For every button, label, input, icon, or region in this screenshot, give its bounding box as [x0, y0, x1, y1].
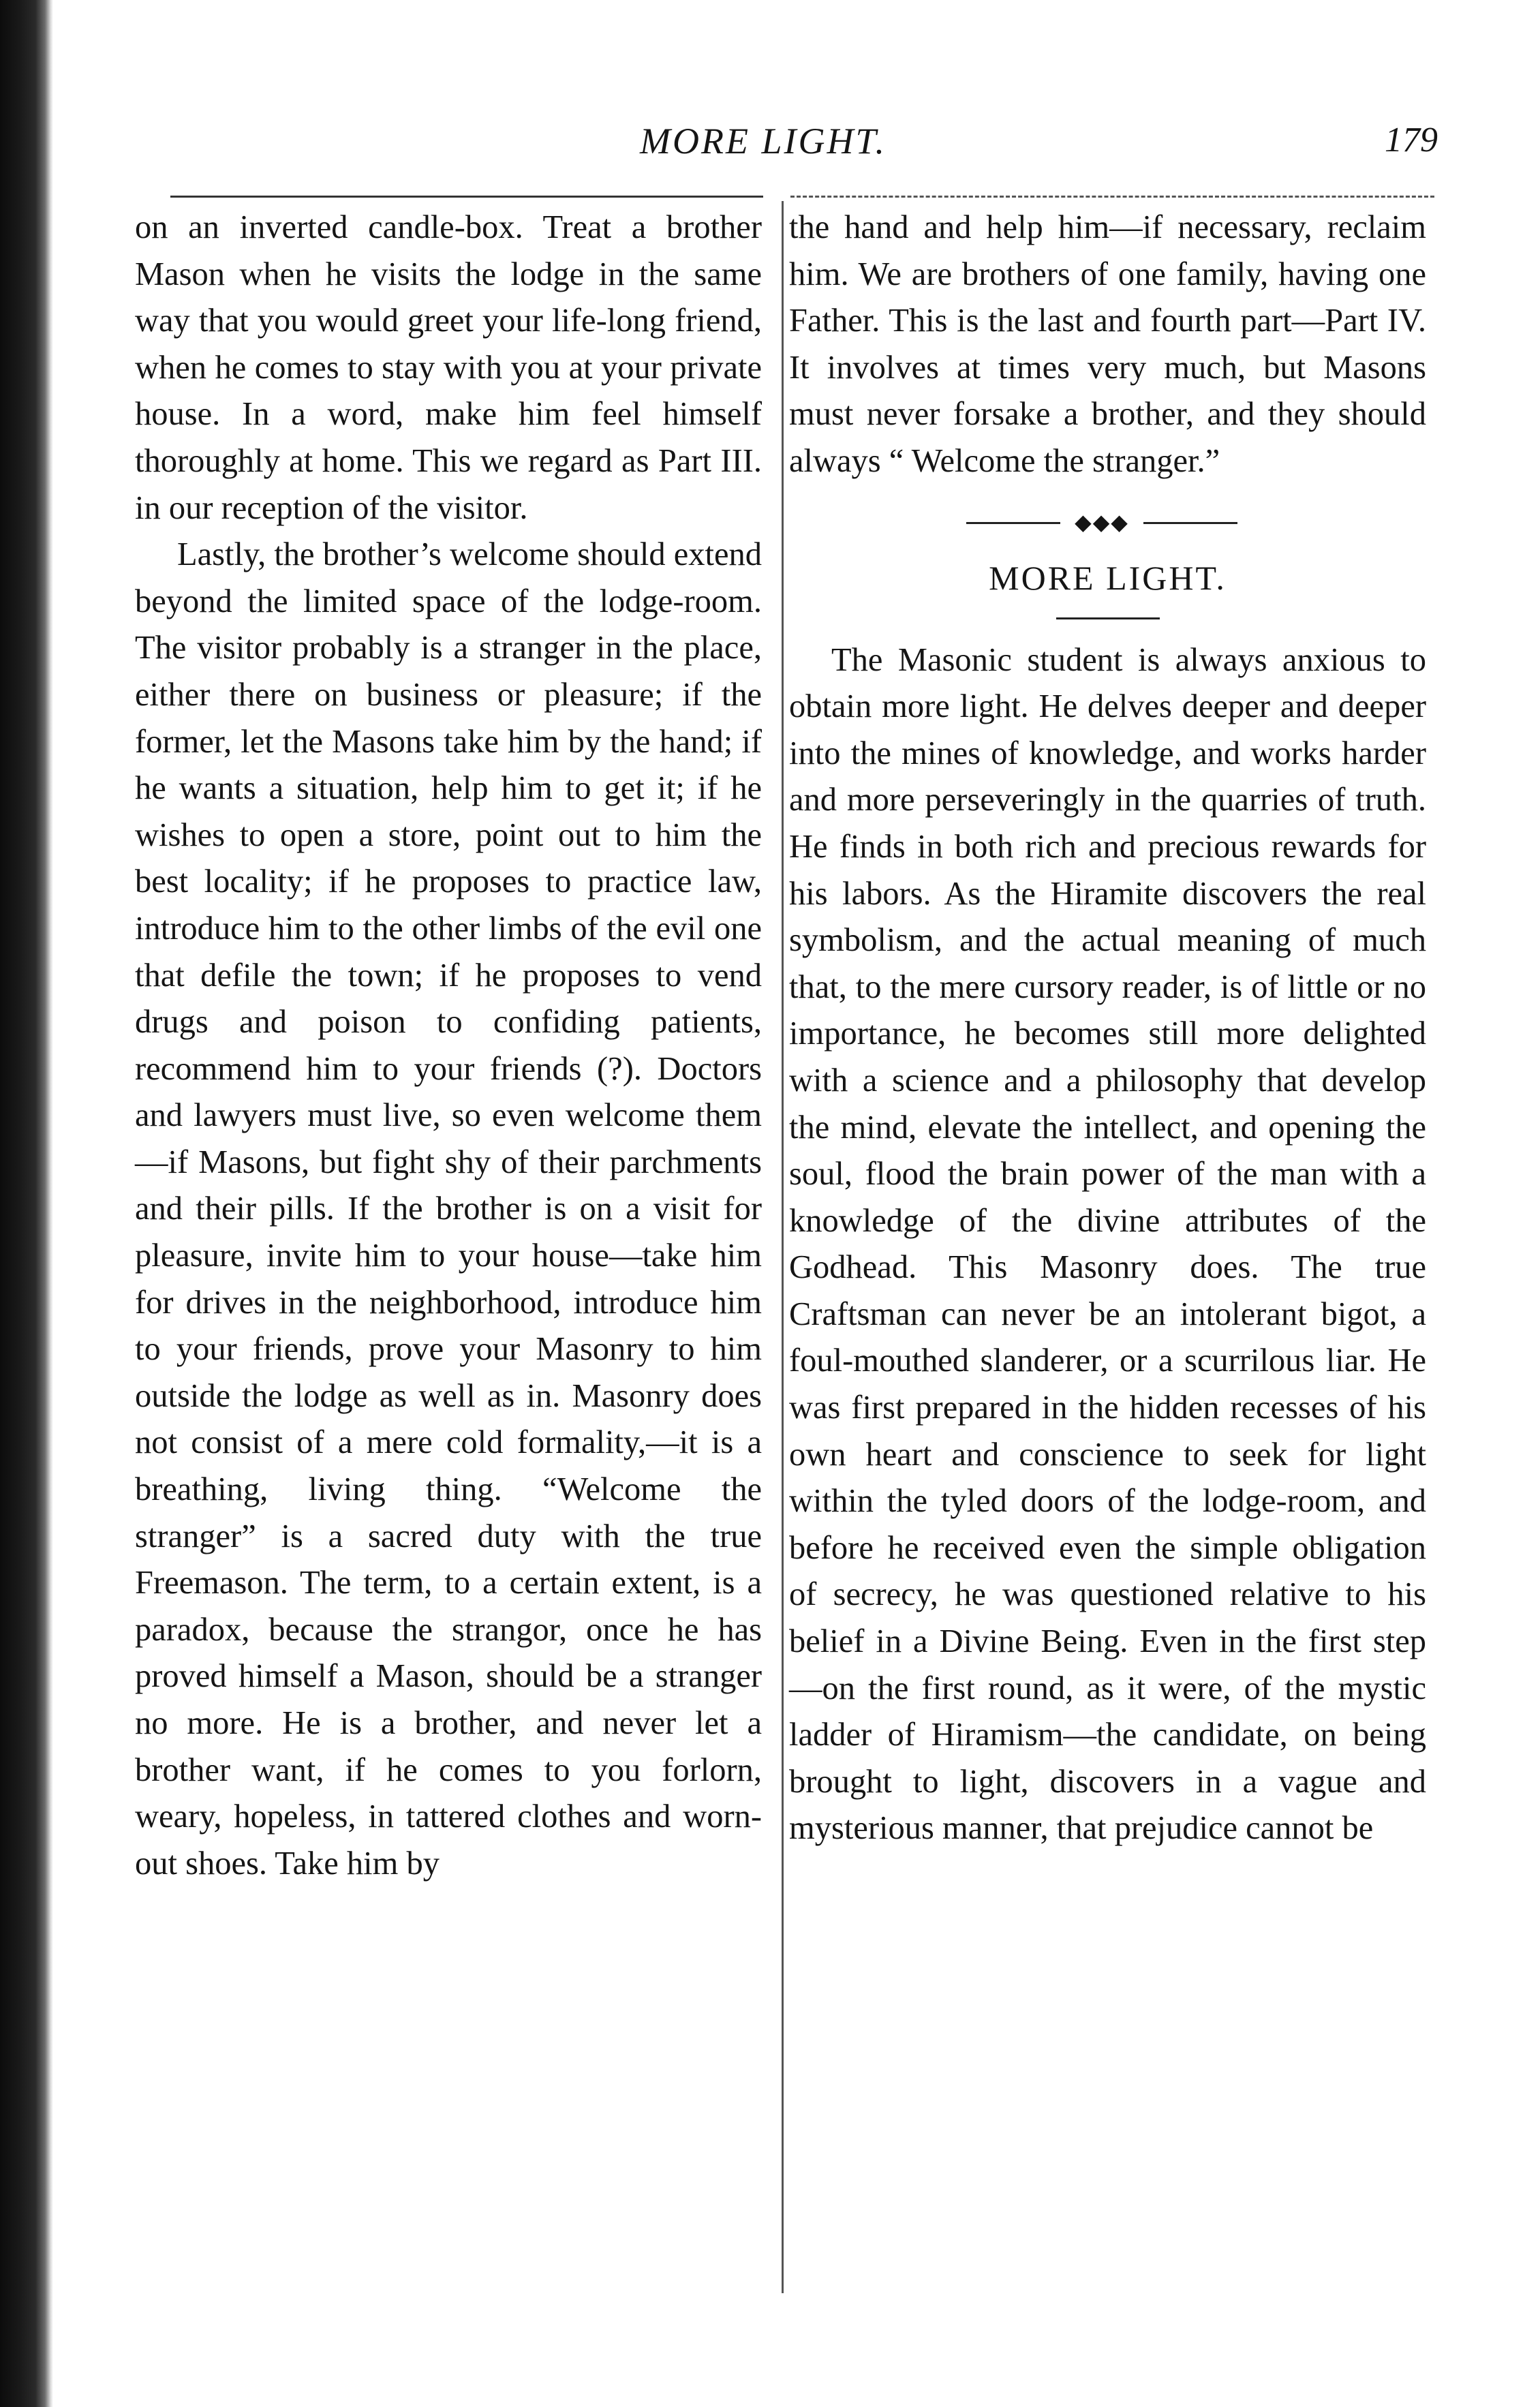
ornament-diamonds-icon: ◆◆◆	[1075, 509, 1129, 534]
page-number: 179	[1385, 121, 1438, 159]
binding-edge	[0, 0, 53, 2407]
left-column	[135, 204, 762, 1887]
page-header	[0, 120, 1540, 168]
header-rule-right	[790, 196, 1434, 198]
left-paragraph-2: Lastly, the brother’s welcome should extend beyond the limited space of the lodge-room. The visitor probably is a stranger in the place, either there on business or pleasure; if the former, let the Masons take him by the hand; if he wants a situation, help him to get it; if he wishes to open a store, point out to him the best locality; if he proposes to practice law, introduce him to the other limbs of the evil one that defile the town; if he proposes to vend drugs and poison to confiding patients, recommend him to your friends (?). Doctors and lawyers must live, so even welcome them—if Masons, but fight shy of their parchments and their pills. If the brother is on a visit for pleasure, invite him to your house—take him for drives in the neighborhood, introduce him to your friends, prove your Masonry to him outside the lodge as well as in. Masonry does not consist of a mere cold formality,—it is a breathing, living thing. “Welcome the stranger” is a sacred duty with the true Freemason. The term, to a certain extent, is a paradox, because the strangor, once he has proved himself a Mason, should be a stranger no more. He is a brother, and never let a brother want, if he comes to you forlorn, weary, hopeless, in tattered clothes and worn-out shoes. Take him by	[135, 536, 762, 1882]
column-divider	[782, 201, 784, 2293]
right-continuation-paragraph: the hand and help him—if necessary, reclaim him. We are brothers of one family, having one Father. This is the last and fourth part—Part IV. It involves at times very much, but Masons must never forsake a brother, and they should always “ Welcome the stranger.”	[789, 209, 1426, 479]
header-rule-left	[170, 196, 763, 198]
section-paragraph: The Masonic student is always anxious to obtain more light. He delves deeper and deeper into the mines of knowledge, and works harder and more perseveringly in the quarries of truth. He finds in both rich and precious rewards for his labors. As the Hiramite discovers the real symbolism, and the actual meaning of much that, to the mere cursory reader, is of little or no importance, he becomes still more delighted with a science and a philosophy that develop the mind, elevate the intellect, and opening the soul, flood the brain power of the man with a knowledge of the divine attributes of the Godhead. This Masonry does. The true Craftsman can never be an intolerant bigot, a foul-mouthed slanderer, or a scurrilous liar. He was first prepared in the hidden recesses of his own heart and conscience to seek for light within the tyled doors of the lodge-room, and before he received even the simple obligation of secrecy, he was questioned relative to his belief in a Divine Being. Even in the first step —on the first round, as it were, of the mystic ladder of Hiramism—the candidate, on being brought to light, discovers in a vague and mysterious manner, that prejudice cannot be	[789, 641, 1426, 1847]
running-title: MORE LIGHT.	[640, 121, 887, 162]
ornament-rule-right	[1143, 522, 1237, 524]
section-title: MORE LIGHT.	[989, 558, 1227, 597]
right-column	[789, 204, 1426, 1852]
section-title-rule	[1056, 617, 1160, 619]
section-ornament	[789, 485, 1426, 540]
ornament-rule-left	[966, 522, 1060, 524]
left-paragraph-1: on an inverted candle-box. Treat a brother Mason when he visits the lodge in the same way that you would greet your life-long friend, when he comes to stay with you at your private house. In a word, make him feel himself thoroughly at home. This we regard as Part III. in our reception of the visitor.	[135, 209, 762, 526]
